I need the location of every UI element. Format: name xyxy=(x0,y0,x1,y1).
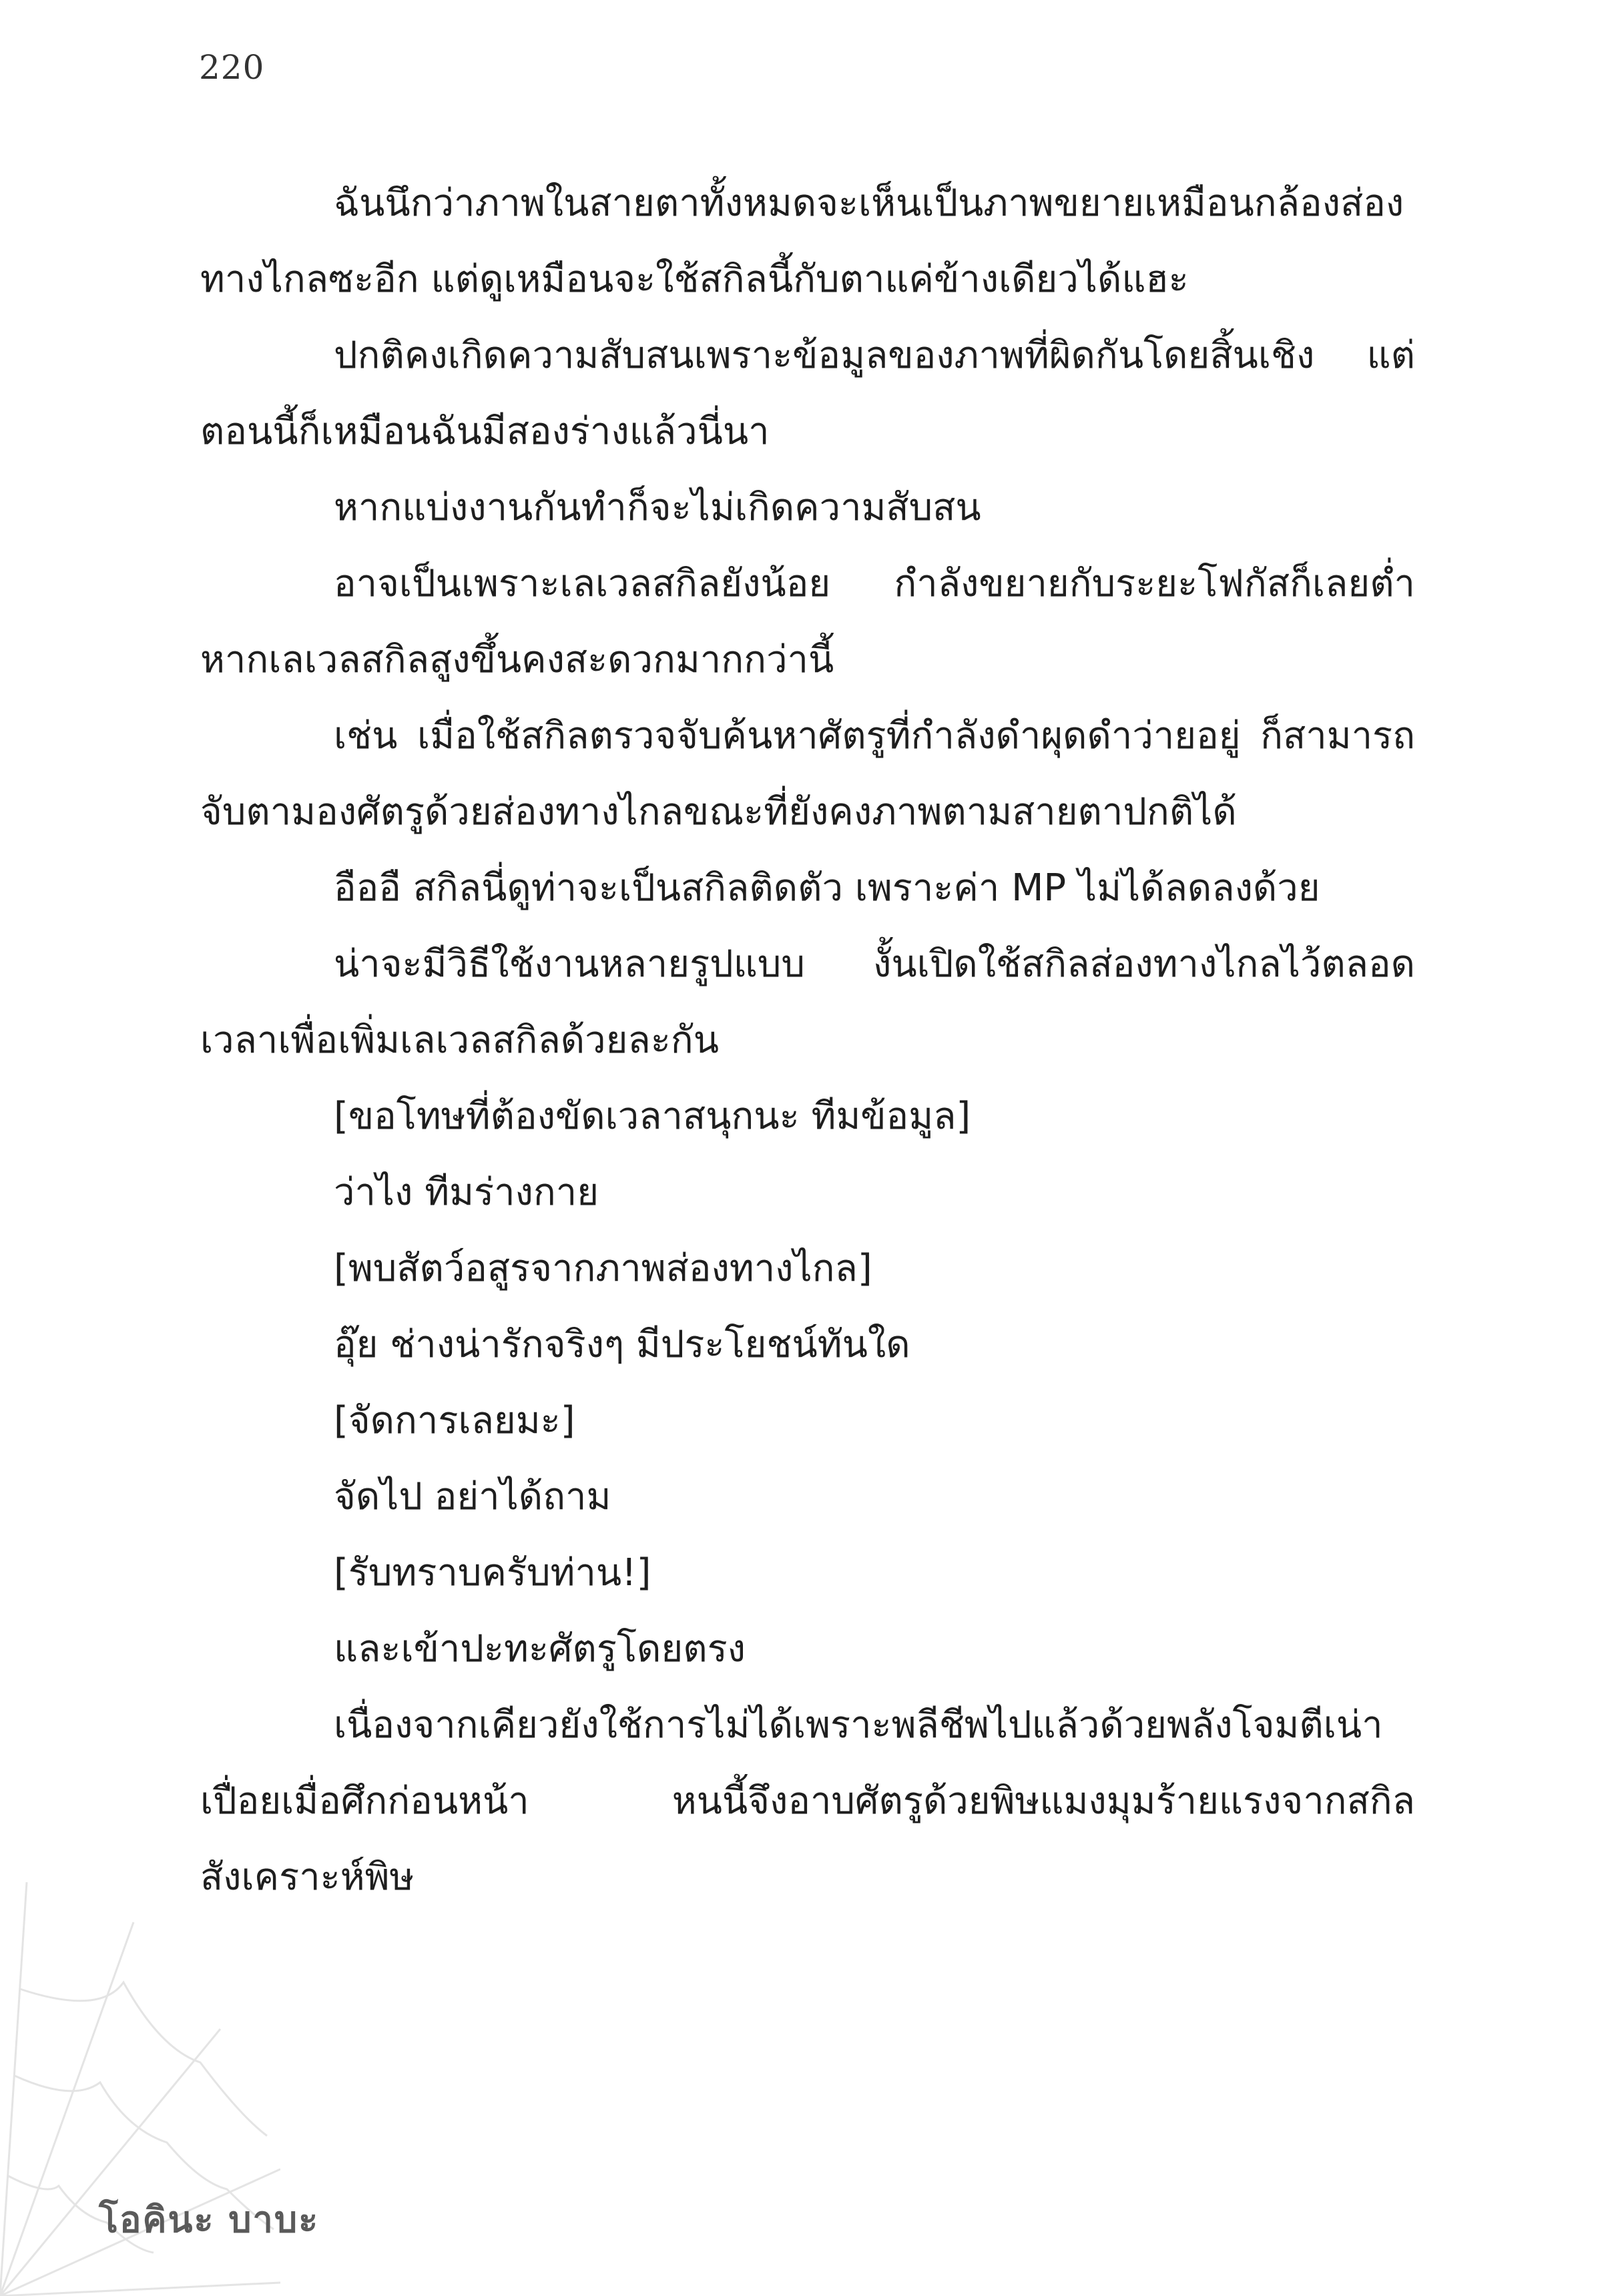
paragraph: ฉันนึกว่าภาพในสายตาทั้งหมดจะเห็นเป็นภาพขยายเหมือนกล้องส่องทางไกลซะอีก แต่ดูเหมือนจะใช้สกิลนี้กับตาแค่ข้างเดียวได้แฮะ xyxy=(200,182,1404,301)
paragraph: [พบสัตว์อสูรจากภาพส่องทางไกล] xyxy=(334,1247,872,1290)
paragraph: ปกติคงเกิดความสับสนเพราะข้อมูลของภาพที่ผิดกันโดยสิ้นเชิง แต่ตอนนี้ก็เหมือนฉันมีสองร่างแล้วนี่นา xyxy=(200,334,1415,453)
paragraph: จัดไป อย่าได้ถาม xyxy=(334,1475,611,1518)
book-title-footer: โอคินะ บาบะ xyxy=(99,2199,320,2241)
paragraph: เช่น เมื่อใช้สกิลตรวจจับค้นหาศัตรูที่กำลังดำผุดดำว่ายอยู่ ก็สามารถจับตามองศัตรูด้วยส่องทางไกลขณะที่ยังคงภาพตามสายตาปกติได้ xyxy=(200,714,1415,834)
paragraph: อุ๊ย ช่างน่ารักจริงๆ มีประโยชน์ทันใด xyxy=(334,1323,910,1366)
paragraph: เนื่องจากเคียวยังใช้การไม่ได้เพราะพลีชีพไปแล้วด้วยพลังโจมตีเน่าเปื่อยเมื่อศึกก่อนหน้า หนนี้จึงอาบศัตรูด้วยพิษแมงมุมร้ายแรงจากสกิลสังเคราะห์พิษ xyxy=(200,1703,1415,1899)
paragraph: และเข้าปะทะศัตรูโดยตรง xyxy=(334,1627,746,1671)
paragraph: หากแบ่งงานกันทำก็จะไม่เกิดความสับสน xyxy=(334,486,981,529)
paragraph: น่าจะมีวิธีใช้งานหลายรูปแบบ งั้นเปิดใช้สกิลส่องทางไกลไว้ตลอดเวลาเพื่อเพิ่มเลเวลสกิลด้วยละกัน xyxy=(200,942,1415,1062)
paragraph: อาจเป็นเพราะเลเวลสกิลยังน้อย กำลังขยายกับระยะโฟกัสก็เลยต่ำ หากเลเวลสกิลสูงขึ้นคงสะดวกมากกว่านี้ xyxy=(200,562,1415,681)
body-text xyxy=(200,166,1415,1916)
paragraph: [จัดการเลยมะ] xyxy=(334,1399,575,1442)
paragraph: [รับทราบครับท่าน!] xyxy=(334,1551,651,1595)
paragraph: [ขอโทษที่ต้องขัดเวลาสนุกนะ ทีมข้อมูล] xyxy=(334,1095,971,1138)
page-number: 220 xyxy=(199,48,265,87)
paragraph: อืออื สกิลนี่ดูท่าจะเป็นสกิลติดตัว เพราะค่า MP ไม่ได้ลดลงด้วย xyxy=(334,866,1320,910)
paragraph: ว่าไง ทีมร่างกาย xyxy=(334,1171,599,1214)
